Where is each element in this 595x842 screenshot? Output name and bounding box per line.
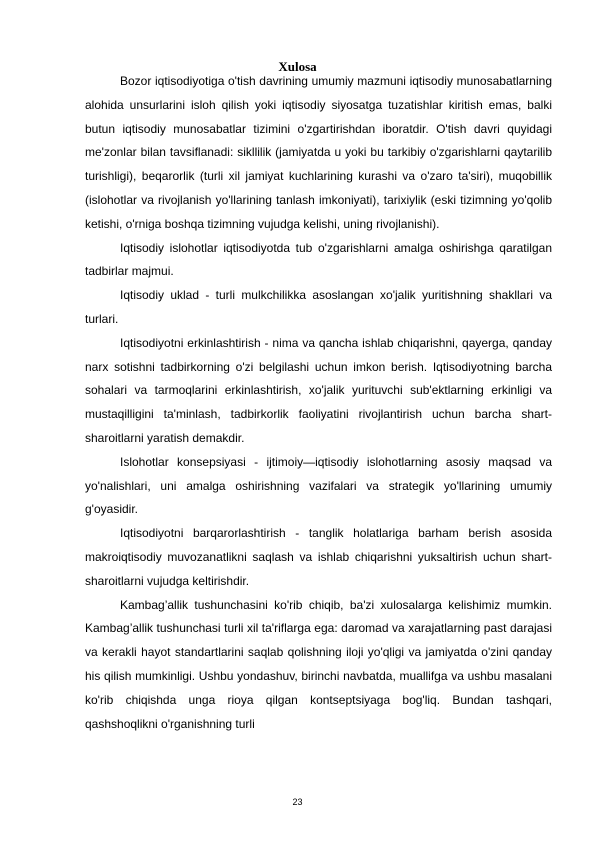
paragraph: Iqtisodiy uklad - turli mulkchilikka asoslangan xo'jalik yuritishning shakllari va turlari.: [85, 288, 552, 326]
paragraph: Bozor iqtisodiyotiga o'tish davrining umumiy mazmuni iqtisodiy munosabatlarning alohida unsurlarini isloh qilish yoki iqtisodiy siyosatga tuzatishlar kiritish emas, balki butun iqtisodiy munosabatlar tizimini o'zgartirishdan iboratdir. O'tish davri quyidagi me'zonlar bilan tavsiflanadi: sikllilik (jamiyatda u yoki bu tarkibiy o'zgarishlarni qaytarilib turishligi), beqarorlik (turli xil jamiyat kuchlarining kurashi va o'zaro ta'siri), muqobillik (islohotlar va rivojlanish yo'llarining tanlash imkoniyati), tarixiylik (eski tizimning yo'qolib ketishi, o'rniga boshqa tizimning vujudga kelishi, uning rivojlanishi).: [85, 74, 552, 231]
body-text: [85, 70, 552, 736]
page-number: 23: [292, 797, 303, 807]
page-title: Xulosa: [278, 59, 317, 74]
paragraph: Iqtisodiyotni erkinlashtirish - nima va qancha ishlab chiqarishni, qayerga, qanday narx sotishni tadbirkorning o'zi belgilashi uchun imkon berish. Iqtisodiyotning barcha sohalari va tarmoqlarini erkinlashtirish, xo'jalik yurituvchi sub'ektlarning erkinligi va mustaqilligini ta'minlash, tadbirkorlik faoliyatini rivojlantirish uchun barcha shart-sharoitlarni yaratish demakdir.: [85, 335, 552, 445]
paragraph: Kambag’allik tushunchasini ko'rib chiqib, ba'zi xulosalarga kelishimiz mumkin. Kambag’allik tushunchasi turli xil ta'riflarga ega: daromad va xarajatlarning past darajasi va kerakli hayot standartlarini saqlab qolishning iloji yo'qligi va jamiyatda o'zini qanday his qilish mumkinligi. Ushbu yondashuv, birinchi navbatda, muallifga va ushbu masalani ko'rib chiqishda unga rioya qilgan kontseptsiyaga bog'liq. Bundan tashqari, qashshoqlikni o'rganishning turli: [85, 597, 552, 731]
paragraph: Iqtisodiy islohotlar iqtisodiyotda tub o'zgarishlarni amalga oshirishga qaratilgan tadbirlar majmui.: [85, 240, 552, 279]
paragraph: Islohotlar konsepsiyasi - ijtimoiy—iqtisodiy islohotlarning asosiy maqsad va yo'nalishlari, uni amalga oshirishning vazifalari va strategik yo'llarining umumiy g'oyasidir.: [85, 454, 552, 517]
paragraph: Iqtisodiyotni barqarorlashtirish - tanglik holatlariga barham berish asosida makroiqtisodiy muvozanatlikni saqlash va ishlab chiqarishni yuksaltirish uchun shart-sharoitlarni vujudga keltirishdir.: [85, 526, 552, 588]
